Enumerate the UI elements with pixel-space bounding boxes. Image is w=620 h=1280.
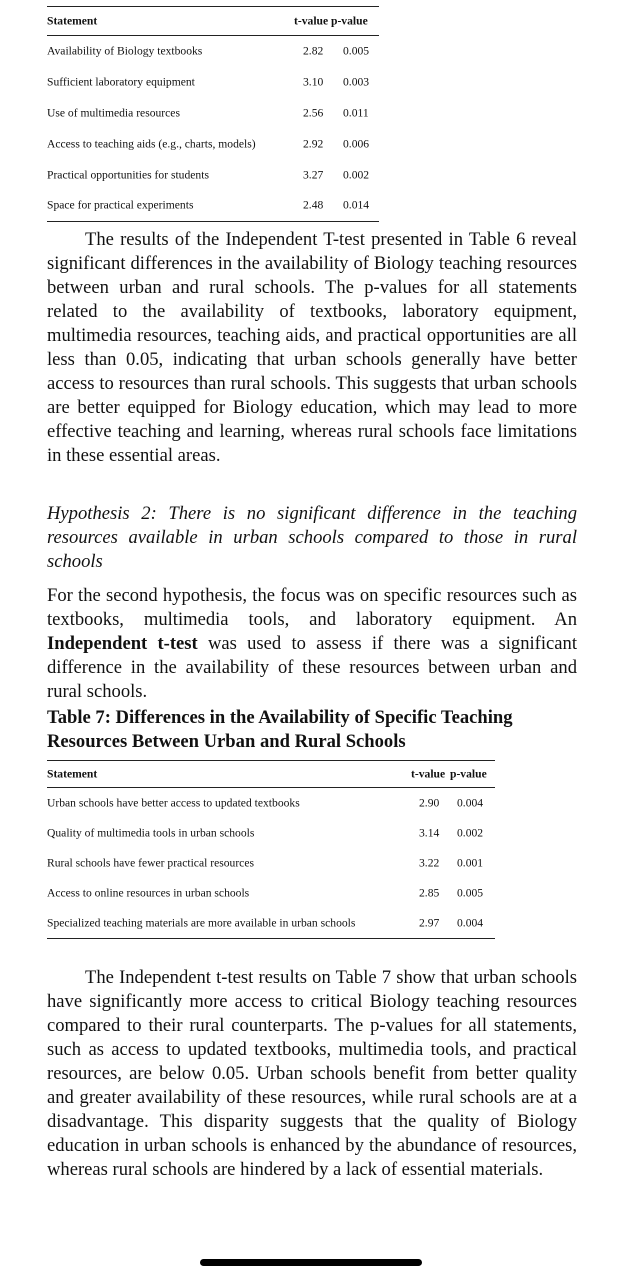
cell-statement: Rural schools have fewer practical resources — [47, 856, 254, 870]
cell-t-value: 2.97 — [419, 916, 440, 930]
header-p-value: p-value — [450, 767, 487, 781]
cell-p-value: 0.006 — [343, 137, 370, 151]
cell-t-value: 3.22 — [419, 856, 440, 870]
header-t-value: t-value — [294, 14, 329, 28]
cell-t-value: 2.56 — [303, 106, 324, 120]
table-bottom-rule — [47, 221, 379, 222]
cell-t-value: 3.14 — [419, 826, 440, 840]
table-6 — [47, 6, 379, 222]
cell-t-value: 3.27 — [303, 168, 324, 182]
table-header-row — [47, 7, 379, 36]
table-row — [47, 67, 379, 98]
table-row — [47, 848, 495, 878]
table-7-title: : Differences in the Availability of Specific Teaching Resources Between Urban and Rural Schools — [47, 707, 513, 752]
table-header-row — [47, 761, 495, 788]
cell-p-value: 0.002 — [457, 826, 484, 840]
header-t-value: t-value — [411, 767, 446, 781]
cell-statement: Access to online resources in urban schools — [47, 886, 250, 900]
table-7-caption — [47, 706, 577, 754]
header-p-value: p-value — [331, 14, 368, 28]
cell-p-value: 0.005 — [343, 44, 370, 58]
table-row — [47, 128, 379, 159]
table-row — [47, 908, 495, 938]
table-row — [47, 788, 495, 818]
cell-statement: Use of multimedia resources — [47, 106, 180, 120]
cell-p-value: 0.002 — [343, 168, 370, 182]
cell-p-value: 0.005 — [457, 886, 484, 900]
cell-statement: Sufficient laboratory equipment — [47, 75, 195, 89]
table-row — [47, 818, 495, 848]
cell-p-value: 0.001 — [457, 856, 484, 870]
cell-statement: Access to teaching aids (e.g., charts, models) — [47, 137, 256, 151]
cell-t-value: 3.10 — [303, 75, 324, 89]
header-statement: Statement — [47, 767, 98, 781]
cell-p-value: 0.004 — [457, 916, 484, 930]
cell-t-value: 2.92 — [303, 137, 324, 151]
cell-t-value: 2.90 — [419, 796, 440, 810]
table-row — [47, 98, 379, 129]
results-paragraph-table-7: The Independent t-test results on Table 7 show that urban schools have significantly more access to critical Biology teaching resources compared to their rural counterparts. The p-values for all statements, such as access to updated textbooks, multimedia tools, and practical resources, are below 0.05. Urban schools benefit from better quality and greater availability of these resources, while rural schools are at a disadvantage. This disparity suggests that the quality of Biology education in urban schools is enhanced by the abundance of resources, whereas rural schools are hindered by a lack of essential materials. — [47, 967, 577, 1180]
results-paragraph-table-6: The results of the Independent T-test presented in Table 6 reveal significant differences in the availability of Biology teaching resources between urban and rural schools. The p-values for all statements related to the availability of textbooks, laboratory equipment, multimedia resources, teaching aids, and practical opportunities are all less than 0.05, indicating that urban schools generally have better access to resources than rural schools. This suggests that urban schools are better equipped for Biology education, which may lead to more effective teaching and learning, whereas rural schools face limitations in these essential areas. — [47, 229, 577, 466]
paragraph-text: For the second hypothesis, the focus was on specific resources such as textbooks, multimedia tools, and laboratory equipment. An — [47, 585, 577, 630]
cell-p-value: 0.003 — [343, 75, 370, 89]
cell-t-value: 2.82 — [303, 44, 324, 58]
table-row — [47, 36, 379, 67]
table-7 — [47, 760, 495, 939]
cell-statement: Quality of multimedia tools in urban schools — [47, 826, 255, 840]
hypothesis-2: Hypothesis 2: There is no significant difference in the teaching resources available in urban schools compared to those in rural schools — [47, 503, 577, 572]
paragraph-bold-text: Independent t-test — [47, 633, 198, 654]
cell-p-value: 0.014 — [343, 198, 370, 212]
cell-statement: Urban schools have better access to updated textbooks — [47, 796, 300, 810]
table-7-label: Table 7 — [47, 707, 105, 728]
cell-t-value: 2.85 — [419, 886, 440, 900]
paragraph-text: was used to assess if there was a significant difference in the availability of these resources between urban and rural schools. — [47, 633, 577, 702]
table-row — [47, 878, 495, 908]
cell-p-value: 0.004 — [457, 796, 484, 810]
cell-statement: Specialized teaching materials are more available in urban schools — [47, 916, 356, 930]
cell-statement: Availability of Biology textbooks — [47, 44, 203, 58]
cell-t-value: 2.48 — [303, 198, 324, 212]
table-row — [47, 159, 379, 190]
second-hypothesis-paragraph — [47, 584, 577, 704]
cell-statement: Space for practical experiments — [47, 198, 194, 212]
cell-statement: Practical opportunities for students — [47, 168, 209, 182]
table-bottom-rule — [47, 938, 495, 939]
cell-p-value: 0.011 — [343, 106, 369, 120]
table-row — [47, 190, 379, 221]
home-indicator[interactable] — [200, 1259, 422, 1266]
header-statement: Statement — [47, 14, 98, 28]
